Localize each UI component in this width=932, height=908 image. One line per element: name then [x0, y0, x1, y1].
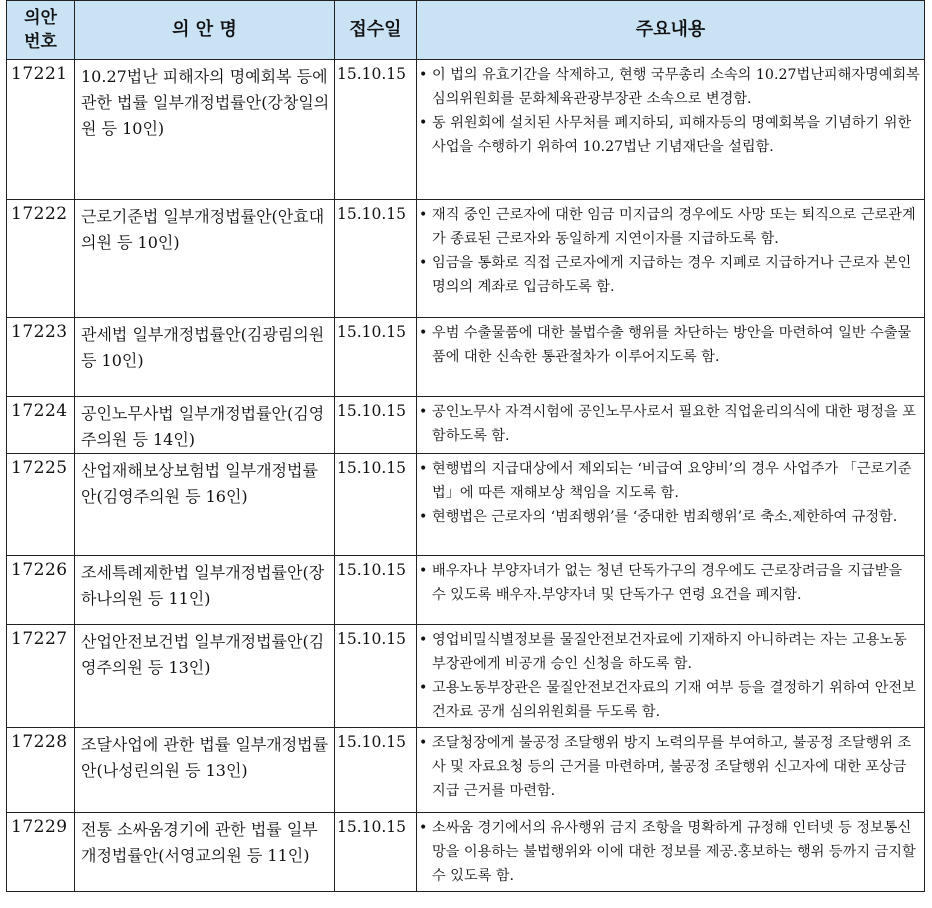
- content-item-text: 우범 수출물품에 대한 불법수출 행위를 차단하는 방안을 마련하여 일반 수출물품에 대한 신속한 통관절차가 이루어지도록 함.: [432, 325, 912, 365]
- bill-name: 공인노무사법 일부개정법률안(김영주의원 등 14인): [75, 397, 335, 454]
- bullet-icon: •: [419, 509, 428, 525]
- bill-name: 조달사업에 관한 법률 일부개정법률안(나성린의원 등 13인): [75, 728, 335, 813]
- table-row: [7, 60, 925, 200]
- bill-table: [6, 0, 925, 892]
- content-item-text: 동 위원회에 설치된 사무처를 폐지하되, 피해자등의 명예회복을 기념하기 위한 사업을 수행하기 위하여 10.27법난 기념재단을 설립함.: [432, 115, 912, 155]
- content-item: [419, 816, 920, 888]
- table-row: [7, 200, 925, 318]
- table-row: [7, 728, 925, 813]
- bill-name: 관세법 일부개정법률안(김광림의원 등 10인): [75, 318, 335, 397]
- content-item: [419, 321, 920, 369]
- table-row: [7, 625, 925, 728]
- table-row: [7, 556, 925, 625]
- received-date: 15.10.15: [335, 728, 417, 813]
- content-item: [419, 251, 920, 299]
- content-item-text: 고용노동부장관은 물질안전보건자료의 기재 여부 등을 결정하기 위하여 안전보건자료 공개 심의위원회를 두도록 함.: [432, 680, 916, 720]
- bullet-icon: •: [419, 255, 428, 271]
- received-date: 15.10.15: [335, 60, 417, 200]
- content-item: [419, 111, 920, 159]
- content-item: [419, 400, 920, 448]
- content-item: [419, 505, 920, 529]
- main-content: [417, 200, 925, 318]
- bullet-icon: •: [419, 207, 428, 223]
- content-item: [419, 628, 920, 676]
- content-item-text: 현행법의 지급대상에서 제외되는 ‘비급여 요양비’의 경우 사업주가 「근로기준법」에 따른 재해보상 책임을 지도록 함.: [432, 461, 912, 501]
- main-content: [417, 318, 925, 397]
- bill-number: 17226: [7, 556, 75, 625]
- received-date: 15.10.15: [335, 556, 417, 625]
- content-item-text: 조달청장에게 불공정 조달행위 방지 노력의무를 부여하고, 불공정 조달행위 조사 및 자료요청 등의 근거를 마련하며, 불공정 조달행위 신고자에 대한 포상금 지급 근거를 마련함.: [432, 735, 912, 799]
- content-item-text: 소싸움 경기에서의 유사행위 금지 조항을 명확하게 규정해 인터넷 등 정보통신망을 이용하는 불법행위와 이에 대한 정보를 제공.홍보하는 행위 등까지 금지할 수 있도록 함.: [432, 820, 916, 884]
- bill-number: 17222: [7, 200, 75, 318]
- bullet-icon: •: [419, 820, 428, 836]
- received-date: 15.10.15: [335, 813, 417, 892]
- received-date: 15.10.15: [335, 318, 417, 397]
- bullet-icon: •: [419, 115, 428, 131]
- header-bill-name: 의 안 명: [75, 1, 335, 60]
- bill-name: 전통 소싸움경기에 관한 법률 일부개정법률안(서영교의원 등 11인): [75, 813, 335, 892]
- bullet-icon: •: [419, 632, 428, 648]
- bill-number: 17227: [7, 625, 75, 728]
- header-main-content: 주요내용: [417, 1, 925, 60]
- bullet-icon: •: [419, 735, 428, 751]
- content-item-text: 영업비밀식별정보를 물질안전보건자료에 기재하지 아니하려는 자는 고용노동부장관에게 비공개 승인 신청을 하도록 함.: [432, 632, 907, 672]
- content-item-text: 이 법의 유효기간을 삭제하고, 현행 국무총리 소속의 10.27법난피해자명예회복심의위원회를 문화체육관광부장관 소속으로 변경함.: [432, 67, 920, 107]
- content-item: [419, 731, 920, 803]
- content-item-text: 임금을 통화로 직접 근로자에게 지급하는 경우 지폐로 지급하거나 근로자 본인 명의의 계좌로 입금하도록 함.: [432, 255, 912, 295]
- bill-number: 17224: [7, 397, 75, 454]
- bill-name: 근로기준법 일부개정법률안(안효대의원 등 10인): [75, 200, 335, 318]
- table-row: [7, 813, 925, 892]
- content-item: [419, 457, 920, 505]
- bill-name: 10.27법난 피해자의 명예회복 등에 관한 법률 일부개정법률안(강창일의원 등 10인): [75, 60, 335, 200]
- table-row: [7, 318, 925, 397]
- content-item-text: 배우자나 부양자녀가 없는 청년 단독가구의 경우에도 근로장려금을 지급받을 수 있도록 배우자.부양자녀 및 단독가구 연령 요건을 폐지함.: [432, 563, 903, 603]
- main-content: [417, 625, 925, 728]
- content-item-text: 공인노무사 자격시험에 공인노무사로서 필요한 직업윤리의식에 대한 평정을 포함하도록 함.: [432, 404, 916, 444]
- bullet-icon: •: [419, 680, 428, 696]
- header-bill-no: 의안 번호: [7, 1, 75, 60]
- bullet-icon: •: [419, 404, 428, 420]
- table-row: [7, 397, 925, 454]
- content-item-text: 현행법은 근로자의 ‘범죄행위’를 ‘중대한 범죄행위’로 축소.제한하여 규정함.: [432, 509, 898, 525]
- bill-name: 조세특례제한법 일부개정법률안(장하나의원 등 11인): [75, 556, 335, 625]
- bill-number: 17228: [7, 728, 75, 813]
- content-item: [419, 63, 920, 111]
- bullet-icon: •: [419, 325, 428, 341]
- received-date: 15.10.15: [335, 397, 417, 454]
- bill-number: 17223: [7, 318, 75, 397]
- content-item-text: 재직 중인 근로자에 대한 임금 미지급의 경우에도 사망 또는 퇴직으로 근로관계가 종료된 근로자와 동일하게 지연이자를 지급하도록 함.: [432, 207, 916, 247]
- bill-number: 17225: [7, 454, 75, 556]
- bullet-icon: •: [419, 67, 428, 83]
- main-content: [417, 60, 925, 200]
- bill-number: 17229: [7, 813, 75, 892]
- main-content: [417, 813, 925, 892]
- content-item: [419, 203, 920, 251]
- table-row: [7, 454, 925, 556]
- content-item: [419, 559, 920, 607]
- bill-name: 산업재해보상보험법 일부개정법률안(김영주의원 등 16인): [75, 454, 335, 556]
- bill-name: 산업안전보건법 일부개정법률안(김영주의원 등 13인): [75, 625, 335, 728]
- bullet-icon: •: [419, 461, 428, 477]
- main-content: [417, 454, 925, 556]
- header-received-date: 접수일: [335, 1, 417, 60]
- main-content: [417, 556, 925, 625]
- main-content: [417, 728, 925, 813]
- bullet-icon: •: [419, 563, 428, 579]
- received-date: 15.10.15: [335, 454, 417, 556]
- received-date: 15.10.15: [335, 200, 417, 318]
- received-date: 15.10.15: [335, 625, 417, 728]
- header-row: [7, 1, 925, 60]
- bill-number: 17221: [7, 60, 75, 200]
- main-content: [417, 397, 925, 454]
- content-item: [419, 676, 920, 724]
